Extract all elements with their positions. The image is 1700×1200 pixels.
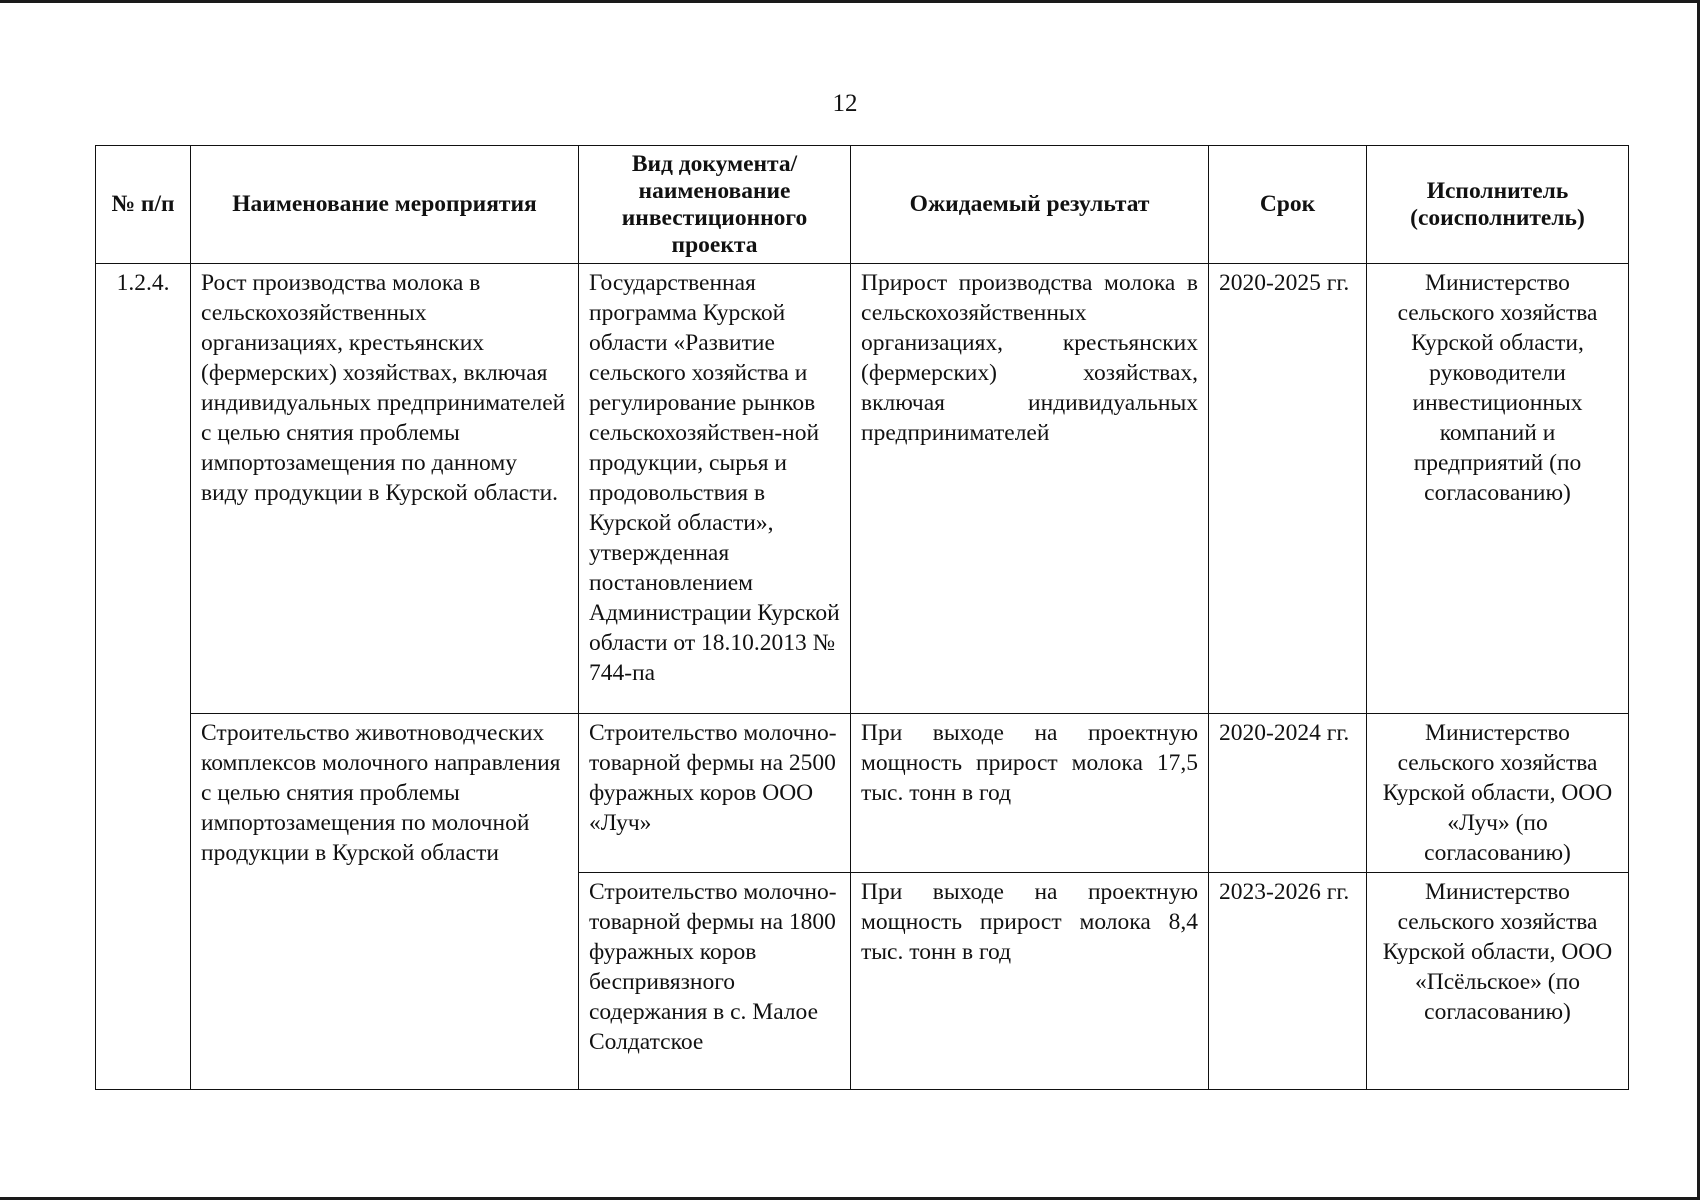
cell-term: 2020-2024 гг. — [1209, 714, 1367, 873]
cell-result: При выходе на проектную мощность прирост молока 8,4 тыс. тонн в год — [851, 873, 1209, 1090]
header-executor: Исполнитель (соисполнитель) — [1367, 146, 1629, 264]
cell-executor: Министерство сельского хозяйства Курской области, ООО «Псёльское» (по согласованию) — [1367, 873, 1629, 1090]
cell-term: 2020-2025 гг. — [1209, 264, 1367, 714]
cell-name: Рост производства молока в сельскохозяйственных организациях, крестьянских (фермерских) хозяйствах, включая индивидуальных предпринимателей с целью снятия проблемы импортозамещения по данному виду продукции в Курской области. — [191, 264, 579, 714]
page-number: 12 — [832, 90, 858, 117]
cell-executor: Министерство сельского хозяйства Курской области, руководители инвестиционных компаний и предприятий (по согласованию) — [1367, 264, 1629, 714]
cell-result: При выходе на проектную мощность прирост молока 17,5 тыс. тонн в год — [851, 714, 1209, 873]
scan-border-top — [0, 0, 1700, 3]
cell-result: Прирост производства молока в сельскохозяйственных организациях, крестьянских (фермерских) хозяйствах, включая индивидуальных предпринимателей — [851, 264, 1209, 714]
cell-document: Государственная программа Курской области «Развитие сельского хозяйства и регулирование рынков сельскохозяйствен-ной продукции, сырья и продовольствия в Курской области», утвержденная постановлением Администрации Курской области от 18.10.2013 № 744-па — [579, 264, 851, 714]
header-num: № п/п — [96, 146, 191, 264]
activities-table — [95, 145, 1629, 1090]
cell-term: 2023-2026 гг. — [1209, 873, 1367, 1090]
cell-num: 1.2.4. — [96, 264, 191, 1090]
header-result: Ожидаемый результат — [851, 146, 1209, 264]
header-document: Вид документа/ наименование инвестиционного проекта — [579, 146, 851, 264]
table-row — [96, 264, 1629, 714]
cell-document: Строительство молочно-товарной фермы на 2500 фуражных коров ООО «Луч» — [579, 714, 851, 873]
header-term: Срок — [1209, 146, 1367, 264]
cell-document: Строительство молочно-товарной фермы на 1800 фуражных коров беспривязного содержания в с. Малое Солдатское — [579, 873, 851, 1090]
table-header-row — [96, 146, 1629, 264]
cell-executor: Министерство сельского хозяйства Курской области, ООО «Луч» (по согласованию) — [1367, 714, 1629, 873]
header-name: Наименование мероприятия — [191, 146, 579, 264]
cell-name: Строительство животноводческих комплексов молочного направления с целью снятия проблемы импортозамещения по молочной продукции в Курской области — [191, 714, 579, 1090]
table-row — [96, 714, 1629, 873]
